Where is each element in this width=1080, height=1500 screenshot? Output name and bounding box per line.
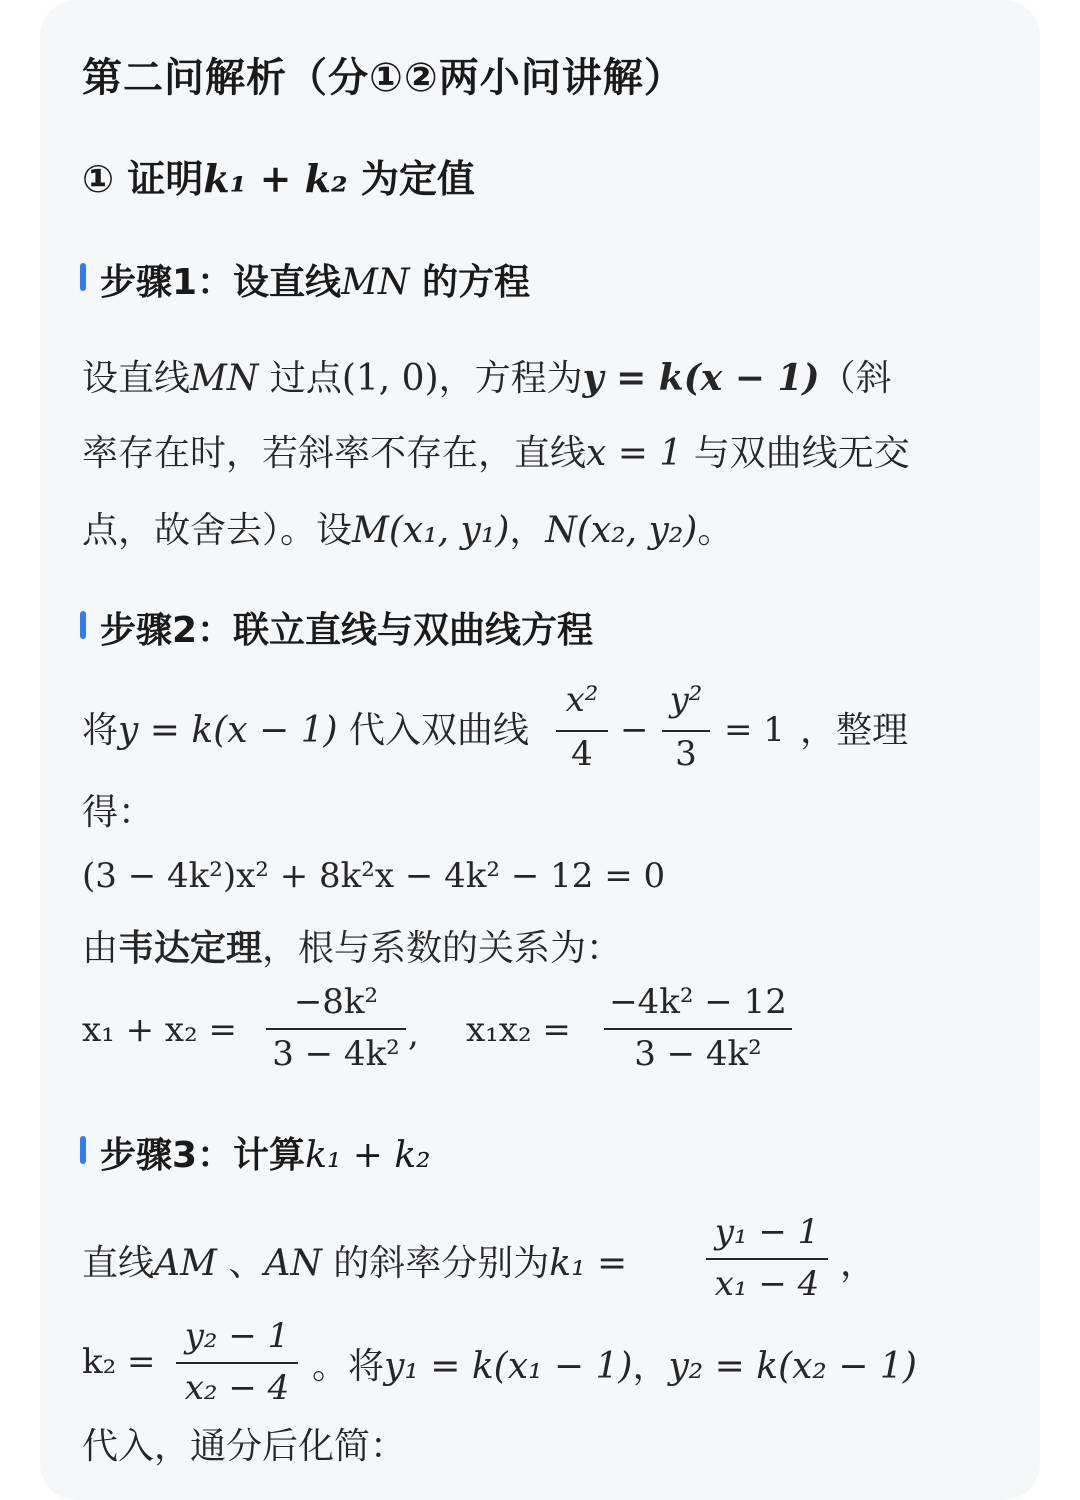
vieta-term: 韦达定理 bbox=[118, 928, 263, 969]
fraction-bar bbox=[176, 1362, 298, 1364]
denominator: 3 bbox=[675, 734, 697, 774]
step3-line-1 bbox=[82, 1235, 627, 1286]
step1-math: MN bbox=[341, 262, 410, 303]
text: 。将 bbox=[312, 1346, 385, 1387]
text: 由 bbox=[82, 928, 119, 969]
math-x-eq-1: x = 1 bbox=[586, 433, 683, 474]
step1-accent-bar bbox=[80, 263, 86, 291]
text: 过点 bbox=[258, 358, 342, 399]
step1-heading bbox=[100, 254, 530, 305]
text: 设直线 bbox=[82, 358, 191, 399]
part1-prefix: ① 证明 bbox=[82, 157, 204, 201]
denominator: 3 − 4k² bbox=[634, 1034, 762, 1074]
text: ，整理 bbox=[800, 710, 909, 751]
step3-label: 步骤3：计算 bbox=[100, 1135, 306, 1176]
step3-accent-bar bbox=[80, 1136, 86, 1164]
step1-suffix: 的方程 bbox=[409, 262, 530, 303]
part1-suffix: 为定值 bbox=[347, 157, 475, 201]
step1-line-3 bbox=[82, 502, 733, 553]
text: 、 bbox=[216, 1243, 265, 1284]
math-sub2: y₂ = k(x₂ − 1) bbox=[668, 1346, 917, 1387]
step3-line-3: 代入，通分后化简： bbox=[82, 1426, 407, 1467]
fraction-bar bbox=[604, 1028, 792, 1030]
sum-lhs: x₁ + x₂ = bbox=[82, 1010, 238, 1050]
k1-lhs: k₁ = bbox=[549, 1243, 628, 1284]
fraction-sum bbox=[266, 978, 406, 1078]
text: 代入双曲线 bbox=[337, 710, 530, 751]
step1-line-1 bbox=[82, 350, 892, 401]
product-lhs: x₁x₂ = bbox=[466, 1010, 571, 1050]
part1-heading bbox=[82, 148, 475, 203]
step1-line-2 bbox=[82, 425, 910, 476]
fraction-bar bbox=[556, 730, 608, 732]
numerator: x² bbox=[565, 680, 599, 720]
math-N: N(x₂, y₂) bbox=[545, 510, 698, 551]
numerator: y₂ − 1 bbox=[184, 1316, 290, 1356]
math-point: (1, 0) bbox=[341, 358, 439, 399]
step2-line-1 bbox=[82, 702, 529, 753]
denominator: x₂ − 4 bbox=[184, 1368, 290, 1408]
page-title: 第二问解析（分①②两小问讲解） bbox=[82, 55, 685, 101]
text: 的斜率分别为 bbox=[321, 1243, 550, 1284]
fraction-k2 bbox=[176, 1312, 298, 1412]
text: 与双曲线无交 bbox=[682, 433, 910, 474]
text: 直线 bbox=[82, 1243, 155, 1284]
text: ， bbox=[840, 1243, 877, 1284]
step3-heading bbox=[100, 1127, 431, 1178]
fraction-bar bbox=[706, 1258, 828, 1260]
math-AN: AN bbox=[264, 1243, 322, 1284]
math-line-eq: y = k(x − 1) bbox=[582, 357, 820, 399]
numerator: −8k² bbox=[293, 982, 379, 1022]
math-AM: AM bbox=[154, 1243, 217, 1284]
step2-accent-bar bbox=[80, 611, 86, 639]
fraction-bar bbox=[266, 1028, 406, 1030]
text: 。 bbox=[697, 510, 734, 551]
minus-sign: − bbox=[620, 710, 649, 750]
numerator: y₁ − 1 bbox=[714, 1212, 820, 1252]
comma: , bbox=[408, 1014, 419, 1054]
numerator: −4k² − 12 bbox=[609, 982, 787, 1022]
fraction-k1 bbox=[706, 1208, 828, 1308]
fraction-product bbox=[604, 978, 792, 1078]
numerator: y² bbox=[669, 680, 703, 720]
step3-math: k₁ + k₂ bbox=[305, 1135, 431, 1176]
fraction-x2-over-4 bbox=[556, 680, 608, 780]
step2-heading: 步骤2：联立直线与双曲线方程 bbox=[100, 610, 594, 651]
fraction-bar bbox=[662, 730, 710, 732]
math-line-eq: y = k(x − 1) bbox=[118, 710, 338, 751]
text: ，方程为 bbox=[438, 358, 583, 399]
math-sub1: y₁ = k(x₁ − 1) bbox=[384, 1346, 633, 1387]
fraction-y2-over-3 bbox=[662, 680, 710, 780]
step3-line-2 bbox=[312, 1338, 917, 1389]
text: ， bbox=[509, 510, 546, 551]
equals-one: = 1 bbox=[724, 710, 785, 750]
denominator: 3 − 4k² bbox=[272, 1034, 400, 1074]
math-M: M(x₁, y₁) bbox=[352, 510, 510, 551]
text: （斜 bbox=[819, 358, 892, 399]
text: 将 bbox=[82, 710, 119, 751]
denominator: 4 bbox=[571, 734, 593, 774]
step2-line-2: 得： bbox=[82, 792, 155, 833]
part1-math: k₁ + k₂ bbox=[203, 156, 348, 201]
step1-label: 步骤1：设直线 bbox=[100, 262, 342, 303]
text: 率存在时，若斜率不存在，直线 bbox=[82, 433, 587, 474]
vieta-line bbox=[82, 920, 622, 971]
text: ，根与系数的关系为： bbox=[262, 928, 623, 969]
text: 点，故舍去）。设 bbox=[82, 510, 353, 551]
quadratic-equation: (3 − 4k²)x² + 8k²x − 4k² − 12 = 0 bbox=[82, 856, 666, 896]
denominator: x₁ − 4 bbox=[714, 1264, 820, 1304]
k2-lhs: k₂ = bbox=[82, 1342, 156, 1382]
math-MN: MN bbox=[190, 358, 259, 399]
text: ， bbox=[632, 1346, 669, 1387]
